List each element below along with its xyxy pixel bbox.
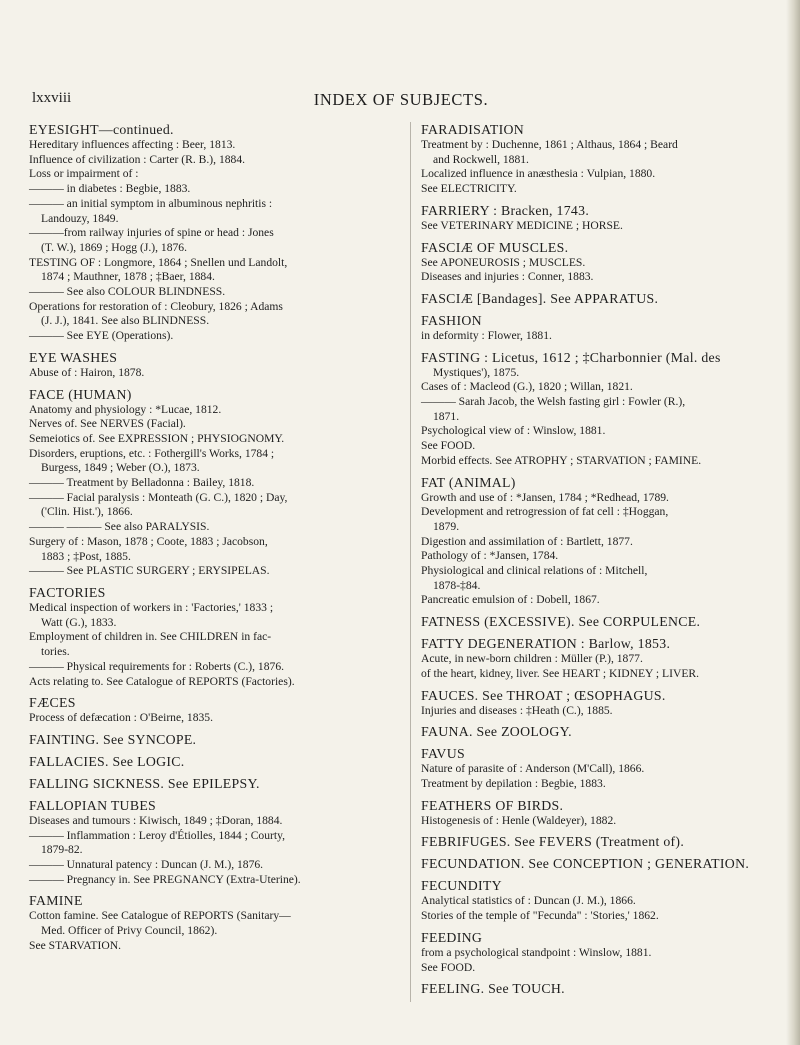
- index-line: Acute, in new-born children : Müller (P.), 1877.: [421, 652, 643, 666]
- page-title: INDEX OF SUBJECTS.: [313, 90, 489, 109]
- index-continuation: tories.: [41, 645, 70, 659]
- index-line: Injuries and diseases : ‡Heath (C.), 1885.: [421, 703, 613, 717]
- index-line: Nature of parasite of : Anderson (M'Call), 1866.: [421, 762, 645, 776]
- index-line: See FOOD.: [421, 439, 476, 453]
- index-heading: FASCIÆ [Bandages]. See APPARATUS.: [421, 290, 659, 306]
- index-line: See VETERINARY MEDICINE ; HORSE.: [421, 218, 623, 232]
- index-continuation: 1883 ; ‡Post, 1885.: [41, 549, 131, 563]
- index-continuation: 1879-82.: [41, 843, 83, 857]
- index-line: ——— Pregnancy in. See PREGNANCY (Extra-Uterine).: [29, 872, 301, 886]
- index-continuation: (T. W.), 1869 ; Hogg (J.), 1876.: [41, 240, 187, 254]
- index-line: Diseases and injuries : Conner, 1883.: [421, 270, 594, 284]
- index-heading: FEELING. See TOUCH.: [421, 981, 565, 997]
- index-line: ——— ——— See also PARALYSIS.: [29, 520, 210, 534]
- index-line: Treatment by : Duchenne, 1861 ; Althaus, 1864 ; Beard: [421, 138, 678, 151]
- index-line: Stories of the temple of "Fecunda" : 'Stories,' 1862.: [421, 909, 659, 923]
- right-column: [421, 122, 781, 997]
- index-line: Treatment by depilation : Begbie, 1883.: [421, 776, 606, 790]
- index-line: Medical inspection of workers in : 'Factories,' 1833 ;: [29, 600, 274, 614]
- index-continuation: 1878-‡84.: [433, 578, 481, 592]
- index-heading: FALLOPIAN TUBES: [29, 797, 157, 813]
- index-line: Employment of children in. See CHILDREN in fac-: [29, 630, 272, 644]
- index-line: ——— See PLASTIC SURGERY ; ERYSIPELAS.: [29, 564, 270, 578]
- index-heading: FECUNDITY: [421, 878, 502, 894]
- index-line: ——— See EYE (Operations).: [29, 329, 174, 343]
- index-heading: FEATHERS OF BIRDS.: [421, 797, 564, 813]
- page-edge: [786, 0, 800, 1045]
- index-line: Cases of : Macleod (G.), 1820 ; Willan, 1821.: [421, 380, 633, 394]
- index-line: Process of defæcation : O'Beirne, 1835.: [29, 711, 214, 725]
- index-heading: FATNESS (EXCESSIVE). See CORPULENCE.: [421, 614, 701, 630]
- index-line: Growth and use of : *Jansen, 1784 ; *Redhead, 1789.: [421, 490, 669, 504]
- index-line: ——— Sarah Jacob, the Welsh fasting girl : Fowler (R.),: [421, 395, 686, 409]
- index-heading: FEBRIFUGES. See FEVERS (Treatment of).: [421, 834, 685, 850]
- index-line: Anatomy and physiology : *Lucae, 1812.: [29, 402, 222, 416]
- index-line: Hereditary influences affecting : Beer, 1813.: [29, 138, 236, 151]
- index-line: See FOOD.: [421, 960, 476, 974]
- index-heading: EYE WASHES: [29, 349, 118, 365]
- index-heading: FASTING : Licetus, 1612 ; ‡Charbonnier (Mal. des: [421, 349, 721, 365]
- index-heading: FARADISATION: [421, 122, 524, 137]
- index-line: Loss or impairment of :: [29, 167, 139, 181]
- index-line: Acts relating to. See Catalogue of REPORTS (Factories).: [29, 674, 295, 688]
- index-line: Pancreatic emulsion of : Dobell, 1867.: [421, 593, 600, 607]
- index-heading: FALLACIES. See LOGIC.: [29, 753, 185, 769]
- index-heading: FACE (HUMAN): [29, 386, 132, 402]
- index-line: Analytical statistics of : Duncan (J. M.), 1866.: [421, 894, 636, 908]
- index-line: ——— in diabetes : Begbie, 1883.: [29, 182, 191, 196]
- index-continuation: Med. Officer of Privy Council, 1862).: [41, 924, 218, 938]
- index-line: Pathology of : *Jansen, 1784.: [421, 549, 559, 563]
- index-line: ——— See also COLOUR BLINDNESS.: [29, 285, 226, 299]
- index-line: Surgery of : Mason, 1878 ; Coote, 1883 ; Jacobson,: [29, 534, 268, 548]
- index-continuation: 1874 ; Mauthner, 1878 ; ‡Baer, 1884.: [41, 270, 215, 284]
- index-continuation: 1879.: [433, 519, 460, 533]
- index-line: Digestion and assimilation of : Bartlett, 1877.: [421, 534, 633, 548]
- index-heading: FARRIERY : Bracken, 1743.: [421, 202, 590, 218]
- index-line: ———from railway injuries of spine or head : Jones: [29, 226, 274, 240]
- index-line: Disorders, eruptions, etc. : Fothergill's Works, 1784 ;: [29, 446, 275, 460]
- index-heading: FAINTING. See SYNCOPE.: [29, 731, 197, 747]
- index-continuation: Watt (G.), 1833.: [41, 615, 117, 629]
- index-line: See APONEUROSIS ; MUSCLES.: [421, 255, 586, 269]
- index-line: Physiological and clinical relations of : Mitchell,: [421, 564, 648, 578]
- index-line: ——— Inflammation : Leroy d'Étiolles, 1844 ; Courty,: [29, 828, 286, 842]
- index-continuation: 1871.: [433, 409, 460, 423]
- index-continuation: and Rockwell, 1881.: [433, 152, 529, 166]
- index-line: from a psychological standpoint : Winslow, 1881.: [421, 945, 652, 959]
- index-continuation: (J. J.), 1841. See also BLINDNESS.: [41, 314, 210, 328]
- index-line: Nerves of. See NERVES (Facial).: [29, 417, 186, 431]
- index-line: of the heart, kidney, liver. See HEART ; KIDNEY ; LIVER.: [421, 666, 700, 680]
- index-line: Localized influence in anæsthesia : Vulpian, 1880.: [421, 167, 656, 181]
- index-line: Semeiotics of. See EXPRESSION ; PHYSIOGNOMY.: [29, 431, 285, 445]
- index-line: ——— Facial paralysis : Monteath (G. C.), 1820 ; Day,: [29, 490, 288, 504]
- index-line: Operations for restoration of : Cleobury, 1826 ; Adams: [29, 299, 283, 313]
- index-heading: EYESIGHT—continued.: [29, 122, 174, 137]
- index-heading: FECUNDATION. See CONCEPTION ; GENERATION.: [421, 856, 750, 872]
- index-line: in deformity : Flower, 1881.: [421, 328, 552, 342]
- index-line: ——— Physical requirements for : Roberts (C.), 1876.: [29, 659, 285, 673]
- index-line: Influence of civilization : Carter (R. B.), 1884.: [29, 152, 246, 166]
- left-column: [29, 122, 396, 954]
- index-heading: FATTY DEGENERATION : Barlow, 1853.: [421, 636, 671, 652]
- index-heading: FASHION: [421, 312, 482, 328]
- index-line: Abuse of : Hairon, 1878.: [29, 365, 145, 379]
- index-line: ——— an initial symptom in albuminous nephritis :: [29, 196, 273, 210]
- column-divider: [410, 122, 411, 1002]
- index-line: Cotton famine. See Catalogue of REPORTS (Sanitary—: [29, 909, 291, 923]
- index-heading: FEEDING: [421, 929, 483, 945]
- index-heading: FÆCES: [29, 695, 76, 711]
- index-heading: FALLING SICKNESS. See EPILEPSY.: [29, 775, 260, 791]
- index-line: ——— Treatment by Belladonna : Bailey, 1818.: [29, 476, 255, 490]
- page-header: [32, 90, 770, 112]
- index-heading: FACTORIES: [29, 584, 106, 600]
- page-number: lxxviii: [32, 90, 72, 106]
- index-line: Psychological view of : Winslow, 1881.: [421, 424, 606, 438]
- index-heading: FAT (ANIMAL): [421, 474, 516, 490]
- index-heading: FAUNA. See ZOOLOGY.: [421, 724, 572, 740]
- index-heading: FAUCES. See THROAT ; ŒSOPHAGUS.: [421, 687, 666, 703]
- index-continuation: Mystiques'), 1875.: [433, 365, 520, 379]
- index-line: Morbid effects. See ATROPHY ; STARVATION ; FAMINE.: [421, 453, 702, 467]
- index-line: ——— Unnatural patency : Duncan (J. M.), 1876.: [29, 858, 264, 872]
- index-line: See ELECTRICITY.: [421, 182, 517, 196]
- index-line: Development and retrogression of fat cell : ‡Hoggan,: [421, 505, 669, 519]
- index-continuation: Burgess, 1849 ; Weber (O.), 1873.: [41, 461, 200, 475]
- index-heading: FAMINE: [29, 893, 83, 909]
- index-heading: FASCIÆ OF MUSCLES.: [421, 239, 569, 255]
- index-line: TESTING OF : Longmore, 1864 ; Snellen und Landolt,: [29, 255, 288, 269]
- index-line: Histogenesis of : Henle (Waldeyer), 1882.: [421, 813, 617, 827]
- index-line: See STARVATION.: [29, 938, 121, 952]
- index-line: Diseases and tumours : Kiwisch, 1849 ; ‡Doran, 1884.: [29, 813, 283, 827]
- index-continuation: ('Clin. Hist.'), 1866.: [41, 505, 133, 519]
- index-heading: FAVUS: [421, 746, 465, 762]
- index-continuation: Landouzy, 1849.: [41, 211, 119, 225]
